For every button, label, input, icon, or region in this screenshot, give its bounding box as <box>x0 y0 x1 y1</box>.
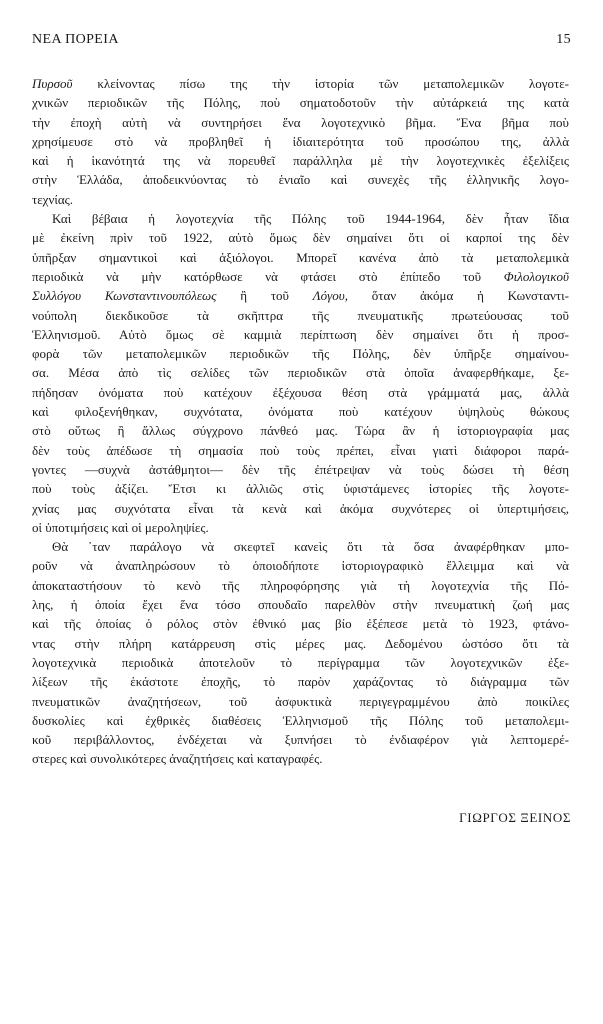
text-segment: κλείνοντας πίσω της τὴν ἱστορία τῶν μεταπολεμικῶν λογοτε- <box>72 76 569 91</box>
text-segment: σα. Μέσα ἀπὸ τὶς σελίδες τῶν περιοδικῶν στὰ ὁποῖα ἀναφερθήκαμε, ξε- <box>32 365 569 381</box>
text-segment: Καὶ βέβαια ἡ λογοτεχνία τῆς Πόλης τοῦ 1944-1964, δὲν ἦταν ἴδια <box>52 211 569 227</box>
text-line <box>32 499 569 518</box>
text-segment: φορὰ τῶν μεταπολεμικῶν περιοδικῶν τῆς Πόλης, δὲν ὑπῆρξε σημαίνου- <box>32 346 569 362</box>
text-segment: γοντες —συχνὰ ἀστάθμητοι— δὲν τῆς ἐπέτρεψαν νὰ τοὺς δώσει τὴ θέση <box>32 461 569 477</box>
text-segment: στερες καὶ συνολικότερες ἀναζητήσεις καὶ καταγραφές. <box>32 751 323 767</box>
text-line <box>32 614 569 633</box>
italic-text: Φιλολογικοῦ <box>503 268 569 284</box>
article-body <box>32 74 569 769</box>
text-line <box>32 286 569 305</box>
text-segment: ἀποκαταστήσουν τὸ κενὸ τῆς πληροφόρησης γιὰ τὴ λογοτεχνία τῆς Πό- <box>32 577 569 593</box>
text-line <box>32 576 569 595</box>
text-segment: στὸ οὕτως ἢ ἄλλως σύγχρονο πάνθεό μας. Τώρα ἂν ἡ ἱστοριογραφία μας <box>32 423 569 439</box>
text-segment: ὅταν ἀκόμα ἡ Κωνσταντι- <box>347 288 569 304</box>
text-line <box>32 74 569 93</box>
text-segment: τεχνίας. <box>32 191 74 207</box>
text-segment: κοῦ περιβάλλοντος, ἐνδέχεται νὰ ξυπνήσει τὸ ἐνδιαφέρον γιὰ λεπτομερέ- <box>32 732 569 748</box>
text-line <box>32 595 569 614</box>
paragraph <box>32 537 569 769</box>
text-line <box>32 692 569 711</box>
text-segment: χνικῶν περιοδικῶν τῆς Πόλης, ποὺ σηματοδοτοῦν τὴν αὐτάρκειά της κατὰ <box>32 95 569 111</box>
paragraph <box>32 74 569 209</box>
text-line <box>32 518 569 537</box>
text-line <box>32 402 569 421</box>
text-line <box>32 634 569 653</box>
running-header <box>32 32 571 48</box>
text-line <box>32 93 569 112</box>
text-line <box>32 151 569 170</box>
text-line <box>32 653 569 672</box>
text-segment: περιοδικὰ νὰ μὴν κατόρθωσε νὰ φτάσει στὸ ἐπίπεδο τοῦ <box>32 268 504 284</box>
text-segment: πνευματικῶν ἀναζητήσεων, τοῦ ἀσφυκτικὰ περιγεγραμμένου ἀπὸ ποικίλες <box>32 693 569 709</box>
text-segment: ἢ τοῦ <box>216 288 313 304</box>
author-signature: ΓΙΩΡΓΟΣ ΞΕΙΝΟΣ <box>459 810 571 825</box>
text-line <box>32 383 569 402</box>
text-segment: ντας στὴν πλήρη κατάρρευση στὶς μέρες μας. Δεδομένου ὡστόσο ὅτι τὰ <box>32 635 569 651</box>
text-line <box>32 190 569 209</box>
text-line <box>32 441 569 460</box>
text-line <box>32 421 569 440</box>
text-line <box>32 672 569 691</box>
text-segment: καὶ ἡ ἱκανότητά της νὰ πορευθεῖ παράλληλα μὲ τὴν λογοτεχνικὲς ἐξελίξεις <box>32 153 569 169</box>
text-line <box>32 460 569 479</box>
italic-text: Λόγου, <box>312 288 348 304</box>
text-line <box>32 170 569 189</box>
text-line <box>32 228 569 247</box>
paragraph <box>32 209 569 537</box>
text-segment: στὴν Ἑλλάδα, ἀποδεικνύοντας τὸ ἑνιαῖο καὶ συνεχὲς τῆς ἑλληνικῆς λογο- <box>32 172 569 188</box>
journal-title: ΝΕΑ ΠΟΡΕΙΑ <box>32 32 119 47</box>
page-number: 15 <box>556 32 571 47</box>
text-line <box>32 132 569 151</box>
text-segment: χνίας μας συχνότατα εἶναι τὰ κενὰ καὶ ἀκόμα συχνότερες οἱ ὑπερτιμήσεις, <box>32 500 569 516</box>
text-line <box>32 113 569 132</box>
text-line <box>32 267 569 286</box>
text-segment: καὶ φιλοξενήθηκαν, συχνότατα, ὀνόματα ποὺ κατέχουν ὑψηλοὺς θώκους <box>32 404 569 420</box>
text-segment: δυσκολίες καὶ ἐχθρικὲς διαθέσεις Ἑλληνισμοῦ τῆς Πόλης τοῦ μεταπολεμι- <box>32 712 569 728</box>
text-segment: καὶ τῆς ὁποίας ὁ ρόλος στὸν ἐθνικό μας βίο ἐξέπεσε μετὰ τὸ 1923, φτάνο- <box>32 616 569 632</box>
text-line <box>32 537 569 556</box>
text-line <box>32 749 569 768</box>
text-segment: μὲ ἐκείνη πρὶν τοῦ 1922, αὐτὸ ὅμως δὲν σημαίνει ὅτι οἱ καρποί της δὲν <box>32 230 569 246</box>
text-segment: Ἑλληνισμοῦ. Αὐτὸ ὅμως σὲ καμμιὰ περίπτωση δὲν σημαίνει ὅτι ἡ προσ- <box>32 326 569 342</box>
italic-text: Πυρσοῦ <box>32 76 73 91</box>
text-line <box>32 730 569 749</box>
text-segment: χρησίμευσε στὸ νὰ προβληθεῖ ἡ ἰδιαιτερότητα τοῦ προσώπου της, ἀλλὰ <box>32 133 569 149</box>
text-line <box>32 306 569 325</box>
text-line <box>32 711 569 730</box>
text-segment: λης, ἡ ὁποία ἔχει ἕνα τόσο σπουδαῖο παρελθὸν στὴν πνευματικὴ ζωή μας <box>32 597 569 613</box>
text-segment: λίξεων τῆς ἑκάστοτε ἐποχῆς, τὸ παρὸν χαράζοντας τὸ διάγραμμα τῶν <box>32 674 569 690</box>
text-segment: οἱ ὑποτιμήσεις καὶ οἱ μεροληψίες. <box>32 519 209 535</box>
text-segment: ροῦν νὰ ἀναπληρώσουν τὸ ὁποιοδήποτε ἱστοριογραφικὸ ἔλλειμμα καὶ νὰ <box>32 558 569 574</box>
text-line <box>32 209 569 228</box>
text-segment: δὲν τοὺς ἀπέδωσε τὴ σημασία ποὺ τοὺς πρέπει, εἶναι γιατὶ διάφοροι παρά- <box>32 442 569 458</box>
text-segment: τὴν ἐποχὴ αὐτὴ νὰ συντηρήσει ἕνα λογοτεχνικὸ βῆμα. Ἕνα βῆμα ποὺ <box>32 114 569 130</box>
text-line <box>32 556 569 575</box>
text-segment: νούπολη διεκδικοῦσε τὰ σκῆπτρα τῆς πνευματικῆς πρωτεύουσας τοῦ <box>32 307 569 323</box>
text-line <box>32 344 569 363</box>
text-segment: ποὺ τοὺς ἀξίζει. Ἔτσι κι ἀλλιῶς στὶς ὑφιστάμενες ἱστορίες τῆς λογοτε- <box>32 481 569 497</box>
text-line <box>32 325 569 344</box>
italic-text: Συλλόγου Κωνσταντινουπόλεως <box>32 288 217 304</box>
text-line <box>32 363 569 382</box>
text-line <box>32 479 569 498</box>
text-segment: ὑπῆρξαν σημαντικοὶ καὶ ἀξιόλογοι. Μπορεῖ κανένα ἀπὸ τὰ μεταπολεμικὰ <box>32 249 569 265</box>
text-segment: λογοτεχνικὰ περιοδικὰ ἀποτελοῦν τὸ περίγραμμα τῶν λογοτεχνικῶν ἐξε- <box>32 654 569 670</box>
text-line <box>32 248 569 267</box>
text-segment: Θὰ ᾽ταν παράλογο νὰ σκεφτεῖ κανεὶς ὅτι τὰ ὅσα ἀναφέρθηκαν μπο- <box>52 539 569 555</box>
text-segment: πήδησαν ὀνόματα ποὺ κατέχουν ἐξέχουσα θέση στὰ γράμματά μας, ἀλλὰ <box>32 384 569 400</box>
